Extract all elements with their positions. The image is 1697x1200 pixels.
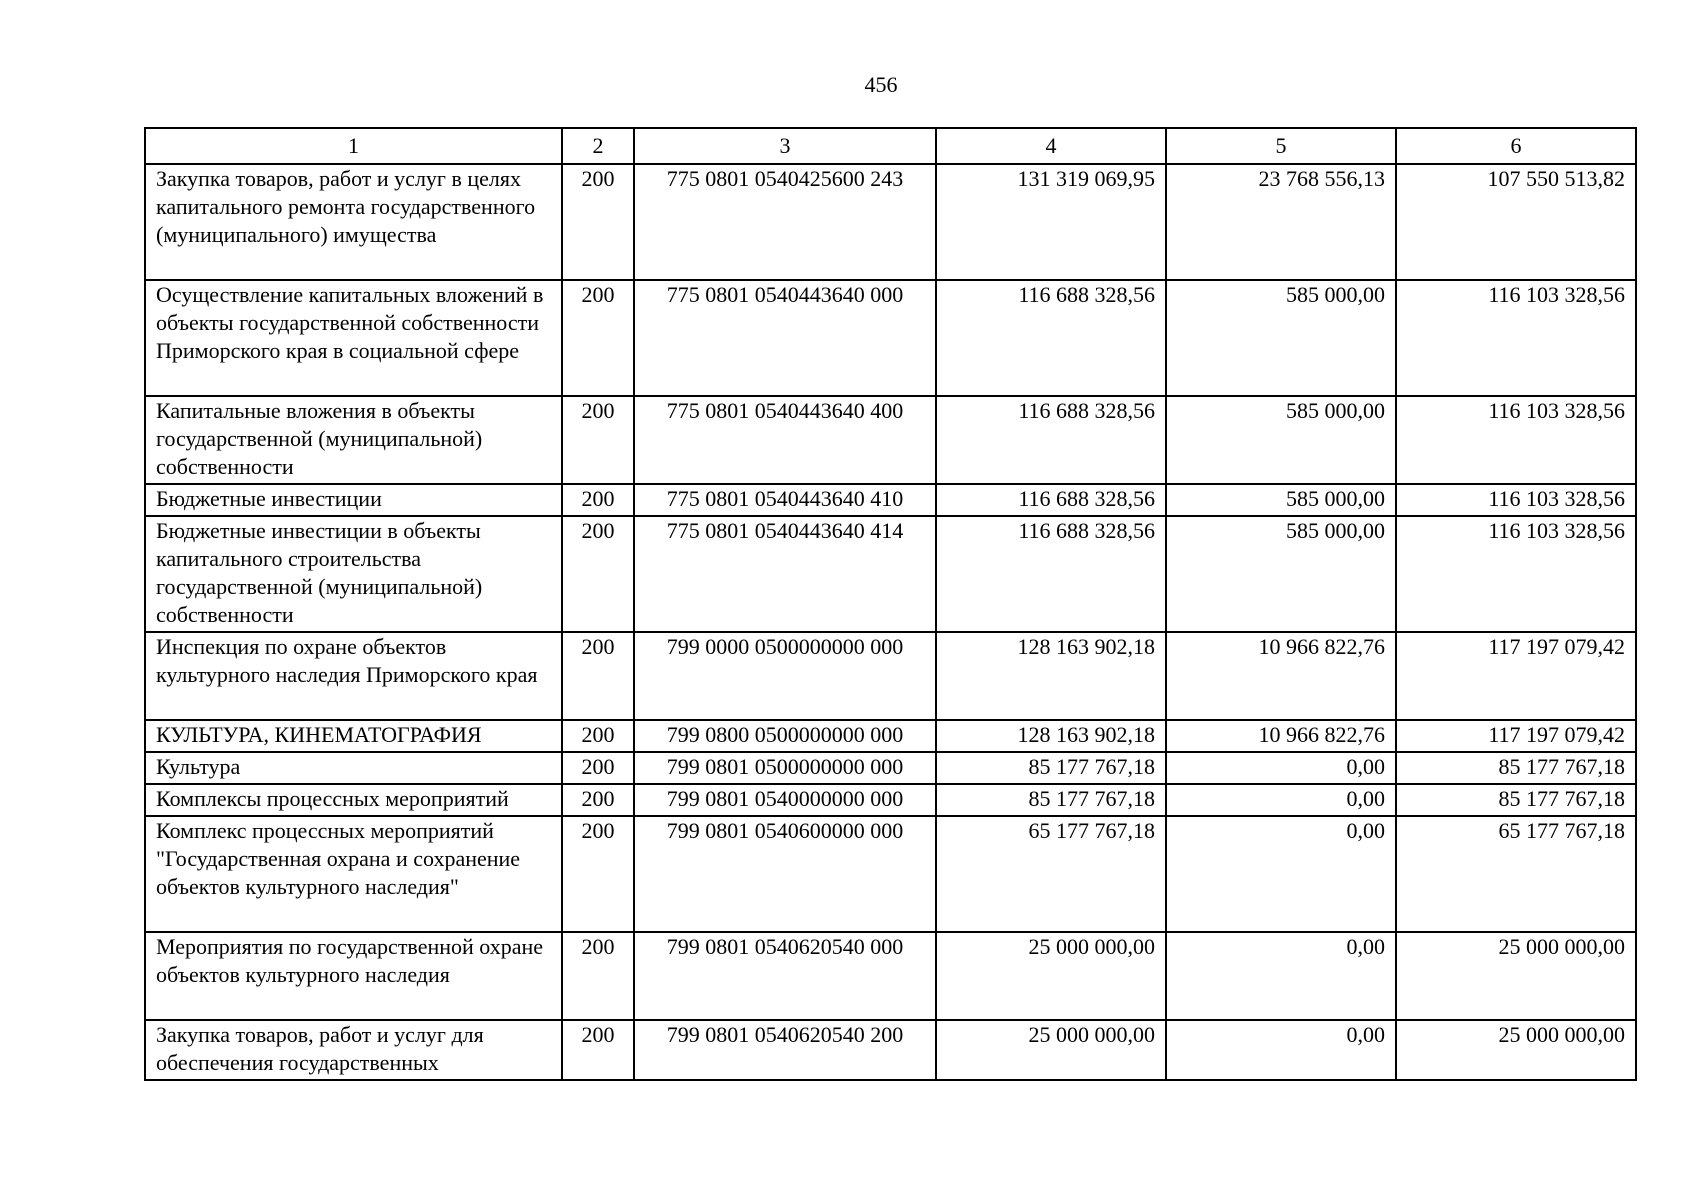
table-row xyxy=(145,932,1636,1020)
row-status: 200 xyxy=(562,1020,634,1080)
row-code: 799 0000 0500000000 000 xyxy=(634,632,936,720)
row-value-6: 65 177 767,18 xyxy=(1396,816,1636,932)
row-status: 200 xyxy=(562,280,634,396)
row-value-5: 0,00 xyxy=(1166,752,1396,784)
table-row xyxy=(145,396,1636,484)
row-value-5: 0,00 xyxy=(1166,932,1396,1020)
table-row xyxy=(145,816,1636,932)
row-name: КУЛЬТУРА, КИНЕМАТОГРАФИЯ xyxy=(145,720,562,752)
column-header: 1 xyxy=(145,128,562,164)
row-value-4: 85 177 767,18 xyxy=(936,752,1166,784)
row-value-5: 0,00 xyxy=(1166,784,1396,816)
row-name: Мероприятия по государственной охране объектов культурного наследия xyxy=(145,932,562,1020)
row-name: Культура xyxy=(145,752,562,784)
row-value-4: 116 688 328,56 xyxy=(936,516,1166,632)
row-value-6: 25 000 000,00 xyxy=(1396,932,1636,1020)
row-value-6: 25 000 000,00 xyxy=(1396,1020,1636,1080)
row-value-6: 85 177 767,18 xyxy=(1396,752,1636,784)
row-value-4: 128 163 902,18 xyxy=(936,632,1166,720)
row-value-5: 585 000,00 xyxy=(1166,516,1396,632)
row-value-4: 25 000 000,00 xyxy=(936,932,1166,1020)
column-header: 5 xyxy=(1166,128,1396,164)
row-value-6: 107 550 513,82 xyxy=(1396,164,1636,280)
row-value-4: 25 000 000,00 xyxy=(936,1020,1166,1080)
row-value-4: 116 688 328,56 xyxy=(936,396,1166,484)
row-code: 775 0801 0540443640 400 xyxy=(634,396,936,484)
row-status: 200 xyxy=(562,164,634,280)
row-code: 775 0801 0540443640 414 xyxy=(634,516,936,632)
row-value-5: 0,00 xyxy=(1166,1020,1396,1080)
row-value-5: 585 000,00 xyxy=(1166,280,1396,396)
row-value-6: 85 177 767,18 xyxy=(1396,784,1636,816)
table-row xyxy=(145,784,1636,816)
row-status: 200 xyxy=(562,396,634,484)
row-name: Осуществление капитальных вложений в объекты государственной собственности Приморского края в социальной сфере xyxy=(145,280,562,396)
column-header: 4 xyxy=(936,128,1166,164)
row-code: 775 0801 0540443640 000 xyxy=(634,280,936,396)
row-value-5: 10 966 822,76 xyxy=(1166,720,1396,752)
row-status: 200 xyxy=(562,752,634,784)
table-row xyxy=(145,752,1636,784)
row-value-5: 585 000,00 xyxy=(1166,396,1396,484)
row-value-4: 116 688 328,56 xyxy=(936,280,1166,396)
row-status: 200 xyxy=(562,816,634,932)
table-row xyxy=(145,1020,1636,1080)
row-status: 200 xyxy=(562,516,634,632)
row-value-5: 23 768 556,13 xyxy=(1166,164,1396,280)
table-row xyxy=(145,516,1636,632)
row-value-4: 85 177 767,18 xyxy=(936,784,1166,816)
row-code: 799 0801 0540000000 000 xyxy=(634,784,936,816)
row-code: 799 0801 0500000000 000 xyxy=(634,752,936,784)
row-name: Инспекция по охране объектов культурного наследия Приморского края xyxy=(145,632,562,720)
row-value-5: 0,00 xyxy=(1166,816,1396,932)
row-code: 799 0801 0540620540 200 xyxy=(634,1020,936,1080)
column-header: 2 xyxy=(562,128,634,164)
row-value-5: 585 000,00 xyxy=(1166,484,1396,516)
row-name: Бюджетные инвестиции в объекты капитального строительства государственной (муниципальной) собственности xyxy=(145,516,562,632)
table-row xyxy=(145,632,1636,720)
row-name: Комплекс процессных мероприятий "Государственная охрана и сохранение объектов культурного наследия" xyxy=(145,816,562,932)
row-status: 200 xyxy=(562,484,634,516)
budget-table xyxy=(144,127,1637,1081)
row-value-6: 116 103 328,56 xyxy=(1396,396,1636,484)
row-status: 200 xyxy=(562,784,634,816)
row-status: 200 xyxy=(562,720,634,752)
row-name: Бюджетные инвестиции xyxy=(145,484,562,516)
row-value-6: 116 103 328,56 xyxy=(1396,484,1636,516)
row-code: 775 0801 0540443640 410 xyxy=(634,484,936,516)
page-number: 456 xyxy=(864,72,898,97)
row-name: Закупка товаров, работ и услуг в целях капитального ремонта государственного (муниципального) имущества xyxy=(145,164,562,280)
row-name: Капитальные вложения в объекты государственной (муниципальной) собственности xyxy=(145,396,562,484)
row-value-6: 117 197 079,42 xyxy=(1396,632,1636,720)
row-value-6: 117 197 079,42 xyxy=(1396,720,1636,752)
row-status: 200 xyxy=(562,632,634,720)
row-code: 799 0801 0540600000 000 xyxy=(634,816,936,932)
column-header: 6 xyxy=(1396,128,1636,164)
row-code: 799 0800 0500000000 000 xyxy=(634,720,936,752)
table-row xyxy=(145,720,1636,752)
table-row xyxy=(145,484,1636,516)
row-name: Закупка товаров, работ и услуг для обеспечения государственных xyxy=(145,1020,562,1080)
row-value-4: 65 177 767,18 xyxy=(936,816,1166,932)
row-value-4: 116 688 328,56 xyxy=(936,484,1166,516)
column-header: 3 xyxy=(634,128,936,164)
row-name: Комплексы процессных мероприятий xyxy=(145,784,562,816)
table-row xyxy=(145,164,1636,280)
row-code: 775 0801 0540425600 243 xyxy=(634,164,936,280)
table-header-row xyxy=(145,128,1636,164)
row-value-6: 116 103 328,56 xyxy=(1396,516,1636,632)
row-value-4: 131 319 069,95 xyxy=(936,164,1166,280)
row-status: 200 xyxy=(562,932,634,1020)
row-value-5: 10 966 822,76 xyxy=(1166,632,1396,720)
row-value-4: 128 163 902,18 xyxy=(936,720,1166,752)
row-value-6: 116 103 328,56 xyxy=(1396,280,1636,396)
row-code: 799 0801 0540620540 000 xyxy=(634,932,936,1020)
table-row xyxy=(145,280,1636,396)
